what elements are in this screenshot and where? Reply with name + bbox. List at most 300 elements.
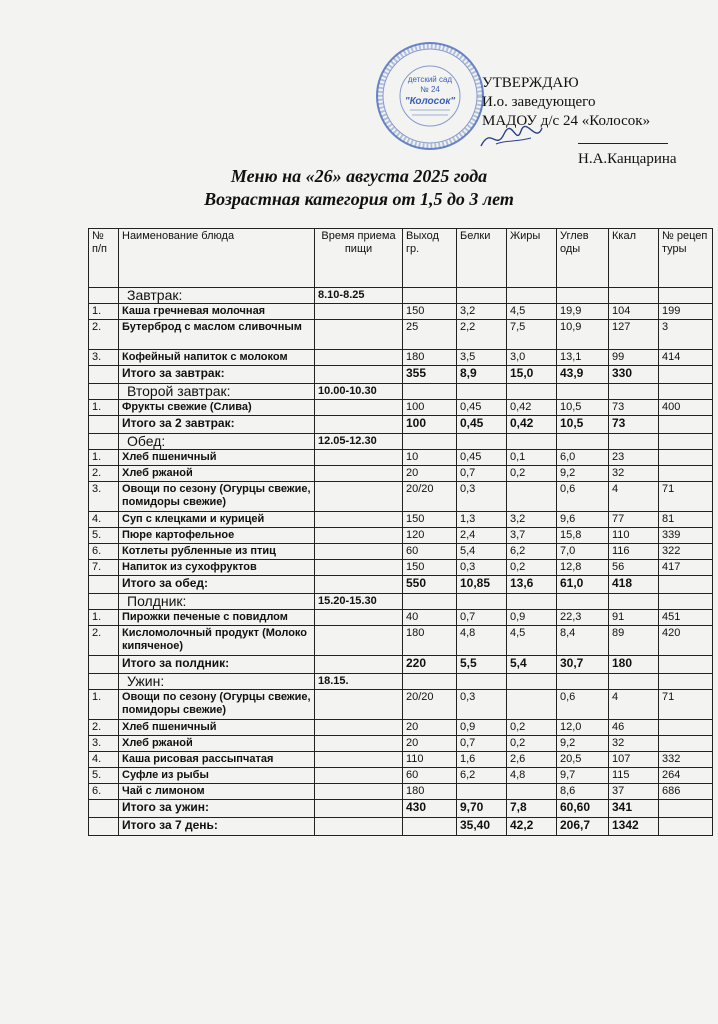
dish-number: 6. [89, 784, 119, 800]
dish-recipe [659, 736, 713, 752]
cell-empty [507, 674, 557, 690]
cell-empty [89, 384, 119, 400]
dish-name: Пюре картофельное [119, 528, 315, 544]
cell-empty [315, 720, 403, 736]
cell-empty [315, 818, 403, 836]
meal-row [89, 288, 713, 304]
cell-empty [609, 594, 659, 610]
grand-total-kcal: 1342 [609, 818, 659, 836]
meal-time: 8.10-8.25 [315, 288, 403, 304]
dish-name: Чай с лимоном [119, 784, 315, 800]
cell-empty [89, 366, 119, 384]
dish-kcal: 56 [609, 560, 659, 576]
dish-yield: 40 [403, 610, 457, 626]
dish-recipe: 71 [659, 482, 713, 512]
total-carbs: 60,60 [557, 800, 609, 818]
dish-name: Фрукты свежие (Слива) [119, 400, 315, 416]
dish-row [89, 560, 713, 576]
dish-number: 1. [89, 450, 119, 466]
dish-fat: 2,6 [507, 752, 557, 768]
dish-yield: 110 [403, 752, 457, 768]
dish-name: Котлеты рубленные из птиц [119, 544, 315, 560]
cell-empty [609, 384, 659, 400]
dish-name: Каша рисовая рассыпчатая [119, 752, 315, 768]
dish-recipe: 420 [659, 626, 713, 656]
dish-yield: 180 [403, 784, 457, 800]
cell-empty [507, 434, 557, 450]
dish-kcal: 115 [609, 768, 659, 784]
cell-empty [315, 736, 403, 752]
dish-number: 6. [89, 544, 119, 560]
total-fat: 0,42 [507, 416, 557, 434]
dish-carbs: 12,0 [557, 720, 609, 736]
dish-protein: 1,3 [457, 512, 507, 528]
dish-carbs: 20,5 [557, 752, 609, 768]
dish-protein: 0,45 [457, 450, 507, 466]
total-fat: 15,0 [507, 366, 557, 384]
cell-empty [457, 594, 507, 610]
cell-empty [89, 674, 119, 690]
cell-empty [89, 800, 119, 818]
cell-empty [89, 594, 119, 610]
dish-protein [457, 784, 507, 800]
meal-row [89, 384, 713, 400]
cell-empty [403, 288, 457, 304]
dish-yield: 20/20 [403, 690, 457, 720]
dish-fat: 0,1 [507, 450, 557, 466]
dish-kcal: 104 [609, 304, 659, 320]
dish-recipe: 71 [659, 690, 713, 720]
dish-yield: 120 [403, 528, 457, 544]
total-kcal: 330 [609, 366, 659, 384]
cell-empty [557, 288, 609, 304]
dish-yield: 100 [403, 400, 457, 416]
cell-empty [315, 450, 403, 466]
approval-organization: МАДОУ д/с 24 «Колосок» [482, 113, 651, 129]
age-category-title: Возрастная категория от 1,5 до 3 лет [204, 189, 514, 209]
cell-empty [89, 656, 119, 674]
dish-number: 1. [89, 690, 119, 720]
dish-protein: 2,2 [457, 320, 507, 350]
header-time: Время приема пищи [315, 229, 403, 288]
dish-recipe [659, 720, 713, 736]
cell-empty [659, 384, 713, 400]
dish-yield: 150 [403, 512, 457, 528]
cell-empty [89, 416, 119, 434]
total-protein: 5,5 [457, 656, 507, 674]
dish-name: Суфле из рыбы [119, 768, 315, 784]
cell-empty [315, 576, 403, 594]
header-carbs: Углев оды [557, 229, 609, 288]
dish-yield: 180 [403, 626, 457, 656]
total-protein: 0,45 [457, 416, 507, 434]
dish-protein: 1,6 [457, 752, 507, 768]
dish-number: 2. [89, 626, 119, 656]
approval-position: И.о. заведующего [482, 94, 596, 110]
dish-protein: 0,7 [457, 466, 507, 482]
dish-kcal: 37 [609, 784, 659, 800]
dish-recipe [659, 466, 713, 482]
cell-empty [315, 626, 403, 656]
header-yield: Выход гр. [403, 229, 457, 288]
grand-total-fat: 42,2 [507, 818, 557, 836]
dish-carbs: 12,8 [557, 560, 609, 576]
dish-row [89, 610, 713, 626]
dish-kcal: 46 [609, 720, 659, 736]
stamp-text-name: "Колосок" [404, 96, 456, 107]
header-num: № п/п [89, 229, 119, 288]
dish-recipe: 400 [659, 400, 713, 416]
meal-total-row [89, 416, 713, 434]
dish-fat [507, 482, 557, 512]
header-kcal: Ккал [609, 229, 659, 288]
cell-empty [557, 434, 609, 450]
cell-empty [659, 366, 713, 384]
dish-yield: 20 [403, 736, 457, 752]
dish-number: 3. [89, 350, 119, 366]
dish-protein: 3,5 [457, 350, 507, 366]
meal-name: Ужин: [119, 674, 315, 690]
cell-empty [457, 384, 507, 400]
dish-protein: 5,4 [457, 544, 507, 560]
round-stamp-icon [374, 40, 486, 152]
total-label: Итого за 2 завтрак: [119, 416, 315, 434]
dish-kcal: 116 [609, 544, 659, 560]
total-yield: 550 [403, 576, 457, 594]
dish-name: Напиток из сухофруктов [119, 560, 315, 576]
dish-row [89, 304, 713, 320]
meal-total-row [89, 656, 713, 674]
total-yield: 100 [403, 416, 457, 434]
dish-recipe: 264 [659, 768, 713, 784]
menu-table [88, 228, 713, 836]
dish-carbs: 10,5 [557, 400, 609, 416]
dish-recipe: 686 [659, 784, 713, 800]
dish-fat: 7,5 [507, 320, 557, 350]
cell-empty [315, 416, 403, 434]
cell-empty [315, 656, 403, 674]
grand-total-yield [403, 818, 457, 836]
total-yield: 355 [403, 366, 457, 384]
total-kcal: 418 [609, 576, 659, 594]
dish-recipe: 339 [659, 528, 713, 544]
dish-row [89, 450, 713, 466]
meal-name: Завтрак: [119, 288, 315, 304]
dish-number: 1. [89, 400, 119, 416]
dish-name: Пирожки печеные с повидлом [119, 610, 315, 626]
dish-recipe: 199 [659, 304, 713, 320]
total-label: Итого за полдник: [119, 656, 315, 674]
cell-empty [557, 674, 609, 690]
meal-time: 10.00-10.30 [315, 384, 403, 400]
cell-empty [507, 288, 557, 304]
dish-carbs: 9,2 [557, 736, 609, 752]
dish-number: 5. [89, 528, 119, 544]
dish-name: Хлеб ржаной [119, 736, 315, 752]
dish-recipe: 322 [659, 544, 713, 560]
cell-empty [557, 384, 609, 400]
dish-row [89, 690, 713, 720]
cell-empty [659, 656, 713, 674]
cell-empty [315, 768, 403, 784]
menu-table-body [89, 288, 713, 836]
dish-kcal: 4 [609, 482, 659, 512]
total-fat: 7,8 [507, 800, 557, 818]
dish-yield: 10 [403, 450, 457, 466]
meal-time: 15.20-15.30 [315, 594, 403, 610]
cell-empty [403, 594, 457, 610]
grand-total-carbs: 206,7 [557, 818, 609, 836]
cell-empty [659, 416, 713, 434]
dish-row [89, 482, 713, 512]
dish-fat: 0,9 [507, 610, 557, 626]
total-label: Итого за завтрак: [119, 366, 315, 384]
total-label: Итого за ужин: [119, 800, 315, 818]
dish-protein: 3,2 [457, 304, 507, 320]
menu-title: Меню на «26» августа 2025 года [230, 166, 488, 186]
meal-name: Полдник: [119, 594, 315, 610]
cell-empty [315, 304, 403, 320]
cell-empty [659, 434, 713, 450]
cell-empty [609, 434, 659, 450]
dish-row [89, 720, 713, 736]
dish-protein: 2,4 [457, 528, 507, 544]
cell-empty [659, 674, 713, 690]
cell-empty [315, 482, 403, 512]
dish-fat: 4,5 [507, 626, 557, 656]
dish-kcal: 110 [609, 528, 659, 544]
dish-name: Суп с клецками и курицей [119, 512, 315, 528]
dish-name: Кисломолочный продукт (Молоко кипяченое) [119, 626, 315, 656]
dish-carbs: 8,4 [557, 626, 609, 656]
dish-row [89, 544, 713, 560]
grand-total-label: Итого за 7 день: [119, 818, 315, 836]
dish-fat: 4,8 [507, 768, 557, 784]
cell-empty [507, 594, 557, 610]
cell-empty [315, 400, 403, 416]
cell-empty [89, 818, 119, 836]
cell-empty [315, 752, 403, 768]
total-yield: 220 [403, 656, 457, 674]
dish-fat: 3,2 [507, 512, 557, 528]
cell-empty [315, 320, 403, 350]
dish-fat: 0,2 [507, 466, 557, 482]
table-header-row [89, 229, 713, 288]
dish-kcal: 99 [609, 350, 659, 366]
cell-empty [403, 384, 457, 400]
dish-yield: 150 [403, 304, 457, 320]
dish-kcal: 107 [609, 752, 659, 768]
dish-kcal: 89 [609, 626, 659, 656]
dish-row [89, 784, 713, 800]
dish-name: Бутерброд с маслом сливочным [119, 320, 315, 350]
cell-empty [315, 366, 403, 384]
dish-recipe: 81 [659, 512, 713, 528]
meal-row [89, 594, 713, 610]
cell-empty [315, 350, 403, 366]
dish-fat: 0,2 [507, 720, 557, 736]
dish-carbs: 8,6 [557, 784, 609, 800]
header-protein: Белки [457, 229, 507, 288]
dish-yield: 150 [403, 560, 457, 576]
grand-total-row [89, 818, 713, 836]
total-carbs: 10,5 [557, 416, 609, 434]
dish-yield: 60 [403, 768, 457, 784]
header-fat: Жиры [507, 229, 557, 288]
dish-yield: 180 [403, 350, 457, 366]
cell-empty [315, 528, 403, 544]
total-kcal: 341 [609, 800, 659, 818]
dish-fat: 3,0 [507, 350, 557, 366]
dish-number: 4. [89, 752, 119, 768]
cell-empty [403, 674, 457, 690]
dish-recipe [659, 450, 713, 466]
header-name: Наименование блюда [119, 229, 315, 288]
dish-protein: 0,7 [457, 610, 507, 626]
total-protein: 10,85 [457, 576, 507, 594]
dish-row [89, 626, 713, 656]
total-carbs: 61,0 [557, 576, 609, 594]
header-recipe: № рецеп туры [659, 229, 713, 288]
cell-empty [557, 594, 609, 610]
dish-recipe: 3 [659, 320, 713, 350]
dish-name: Овощи по сезону (Огурцы свежие, помидоры свежие) [119, 690, 315, 720]
dish-number: 4. [89, 512, 119, 528]
dish-number: 7. [89, 560, 119, 576]
cell-empty [659, 818, 713, 836]
dish-yield: 60 [403, 544, 457, 560]
dish-row [89, 528, 713, 544]
dish-number: 1. [89, 610, 119, 626]
signature-underline [578, 143, 668, 144]
dish-number: 2. [89, 466, 119, 482]
dish-row [89, 466, 713, 482]
dish-protein: 0,3 [457, 560, 507, 576]
cell-empty [89, 576, 119, 594]
cell-empty [609, 288, 659, 304]
total-kcal: 73 [609, 416, 659, 434]
dish-yield: 20/20 [403, 482, 457, 512]
dish-name: Кофейный напиток с молоком [119, 350, 315, 366]
total-protein: 9,70 [457, 800, 507, 818]
cell-empty [315, 784, 403, 800]
cell-empty [659, 288, 713, 304]
dish-number: 3. [89, 736, 119, 752]
total-yield: 430 [403, 800, 457, 818]
cell-empty [659, 576, 713, 594]
total-fat: 13,6 [507, 576, 557, 594]
dish-protein: 0,9 [457, 720, 507, 736]
dish-protein: 0,45 [457, 400, 507, 416]
approval-signer: Н.А.Канцарина [578, 151, 677, 167]
dish-name: Хлеб пшеничный [119, 720, 315, 736]
dish-carbs: 10,9 [557, 320, 609, 350]
dish-yield: 20 [403, 466, 457, 482]
meal-time: 12.05-12.30 [315, 434, 403, 450]
meal-name: Второй завтрак: [119, 384, 315, 400]
dish-recipe: 332 [659, 752, 713, 768]
stamp-text-number: № 24 [420, 85, 440, 94]
approval-block [482, 74, 718, 169]
cell-empty [315, 690, 403, 720]
cell-empty [457, 288, 507, 304]
dish-fat: 4,5 [507, 304, 557, 320]
dish-carbs: 19,9 [557, 304, 609, 320]
dish-kcal: 91 [609, 610, 659, 626]
dish-yield: 25 [403, 320, 457, 350]
dish-fat [507, 784, 557, 800]
dish-carbs: 9,6 [557, 512, 609, 528]
grand-total-protein: 35,40 [457, 818, 507, 836]
dish-number: 2. [89, 320, 119, 350]
cell-empty [315, 512, 403, 528]
dish-protein: 4,8 [457, 626, 507, 656]
meal-time: 18.15. [315, 674, 403, 690]
dish-number: 5. [89, 768, 119, 784]
dish-kcal: 23 [609, 450, 659, 466]
total-fat: 5,4 [507, 656, 557, 674]
cell-empty [89, 288, 119, 304]
cell-empty [659, 800, 713, 818]
dish-carbs: 13,1 [557, 350, 609, 366]
cell-empty [89, 434, 119, 450]
dish-row [89, 350, 713, 366]
dish-fat: 3,7 [507, 528, 557, 544]
dish-carbs: 7,0 [557, 544, 609, 560]
dish-fat [507, 690, 557, 720]
dish-recipe: 451 [659, 610, 713, 626]
meal-total-row [89, 576, 713, 594]
dish-kcal: 32 [609, 736, 659, 752]
dish-fat: 6,2 [507, 544, 557, 560]
dish-number: 3. [89, 482, 119, 512]
dish-row [89, 768, 713, 784]
dish-kcal: 77 [609, 512, 659, 528]
dish-kcal: 127 [609, 320, 659, 350]
cell-empty [315, 466, 403, 482]
meal-total-row [89, 800, 713, 818]
cell-empty [315, 800, 403, 818]
dish-name: Хлеб ржаной [119, 466, 315, 482]
dish-fat: 0,42 [507, 400, 557, 416]
stamp-text-top: детский сад [407, 75, 453, 84]
dish-recipe: 414 [659, 350, 713, 366]
cell-empty [315, 560, 403, 576]
dish-name: Хлеб пшеничный [119, 450, 315, 466]
dish-carbs: 9,2 [557, 466, 609, 482]
dish-number: 2. [89, 720, 119, 736]
dish-protein: 0,3 [457, 690, 507, 720]
meal-total-row [89, 366, 713, 384]
dish-number: 1. [89, 304, 119, 320]
cell-empty [315, 610, 403, 626]
dish-carbs: 0,6 [557, 690, 609, 720]
total-carbs: 43,9 [557, 366, 609, 384]
dish-yield: 20 [403, 720, 457, 736]
dish-fat: 0,2 [507, 560, 557, 576]
meal-name: Обед: [119, 434, 315, 450]
dish-carbs: 0,6 [557, 482, 609, 512]
total-carbs: 30,7 [557, 656, 609, 674]
dish-row [89, 400, 713, 416]
dish-carbs: 22,3 [557, 610, 609, 626]
approval-signature-line [482, 131, 718, 169]
dish-kcal: 73 [609, 400, 659, 416]
approval-heading: УТВЕРЖДАЮ [482, 75, 579, 91]
dish-recipe: 417 [659, 560, 713, 576]
cell-empty [315, 544, 403, 560]
dish-kcal: 4 [609, 690, 659, 720]
